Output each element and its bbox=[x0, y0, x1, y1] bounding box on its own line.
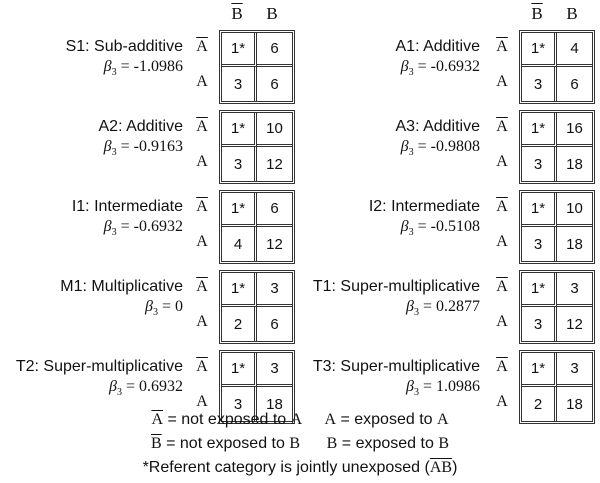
legend-referent-close: ) bbox=[452, 459, 458, 476]
cell-a-bar-b-bar: 1* bbox=[522, 193, 557, 227]
beta-symbol: β bbox=[406, 298, 414, 315]
panel-name: T2: Super-multiplicative bbox=[15, 358, 183, 375]
panel-beta-value: = -0.9808 bbox=[413, 138, 480, 155]
col-header-b-right: B bbox=[566, 4, 578, 23]
beta-subscript: 3 bbox=[152, 307, 158, 319]
cell-a-bar-b: 6 bbox=[257, 33, 292, 67]
panel-beta bbox=[0, 377, 480, 403]
legend-a-symbol: A bbox=[290, 411, 303, 428]
cell-a-b: 12 bbox=[266, 155, 283, 173]
legend-line-exposure-a bbox=[0, 408, 600, 432]
panel-label bbox=[0, 117, 480, 163]
cell-a-bar-b: 6 bbox=[257, 193, 292, 227]
row-label-a-bar: $\overline{A}$ bbox=[496, 358, 508, 375]
row-label-a-bar: $\overline{A}$ bbox=[496, 278, 508, 295]
cell-a-bar-b: 10 bbox=[257, 113, 292, 147]
panel-beta-value: = 0.2877 bbox=[418, 298, 480, 315]
panel-name: I2: Intermediate bbox=[368, 198, 480, 215]
beta-subscript: 3 bbox=[413, 387, 419, 399]
cell-a-bar-b-bar: 1* bbox=[222, 33, 257, 67]
row-label-a-bar: $\overline{A}$ bbox=[496, 118, 508, 135]
beta-symbol: β bbox=[103, 218, 112, 235]
cell-a-b-bar: 2 bbox=[522, 387, 557, 421]
cell-a-b: 18 bbox=[566, 155, 583, 173]
row-label-a-bar: $\overline{A}$ bbox=[196, 278, 208, 295]
row-label-a: A bbox=[196, 153, 208, 170]
legend-a-symbol-2: A bbox=[324, 411, 337, 428]
cell-a-bar-b: 3 bbox=[257, 353, 292, 387]
two-by-two-table bbox=[519, 270, 595, 344]
panel-beta-value: = 0 bbox=[157, 298, 183, 315]
row-label-a-bar: $\overline{A}$ bbox=[196, 38, 208, 55]
cell-a-bar-b: 16 bbox=[557, 113, 592, 147]
beta-subscript: 3 bbox=[408, 227, 414, 239]
cell-a-bar-b-bar: 1* bbox=[522, 353, 557, 387]
beta-symbol: β bbox=[400, 138, 409, 155]
panel-beta bbox=[0, 217, 480, 243]
row-label-a: A bbox=[496, 73, 508, 90]
legend-b-bar: $\overline{B}$ bbox=[151, 435, 162, 452]
row-label-a-bar: $\overline{A}$ bbox=[196, 358, 208, 375]
row-label-a: A bbox=[496, 233, 508, 250]
beta-symbol: β bbox=[400, 58, 409, 75]
legend-not-exposed-a: = not exposed to bbox=[163, 411, 291, 428]
legend-exposed-b: = exposed to bbox=[337, 435, 439, 452]
col-header-b-left: B bbox=[266, 4, 278, 23]
cell-a-b-bar: 2 bbox=[222, 307, 257, 341]
cell-a-bar-b: 3 bbox=[557, 353, 592, 387]
panel-name: T1: Super-multiplicative bbox=[312, 278, 480, 295]
row-label-a: A bbox=[196, 73, 208, 90]
cell-a-b: 18 bbox=[566, 395, 583, 413]
panel-label bbox=[0, 357, 480, 403]
panel-beta-value: = -1.0986 bbox=[116, 58, 183, 75]
beta-subscript: 3 bbox=[111, 147, 117, 159]
row-label-a: A bbox=[196, 313, 208, 330]
legend-referent-text: *Referent category is jointly unexposed ( bbox=[142, 459, 430, 476]
row-label-a-bar: $\overline{A}$ bbox=[196, 118, 208, 135]
cell-a-bar-b-bar: 1* bbox=[522, 33, 557, 67]
row-label-a-bar: $\overline{A}$ bbox=[496, 38, 508, 55]
panel-beta bbox=[0, 137, 480, 163]
cell-a-bar-b: 3 bbox=[257, 273, 292, 307]
cell-a-b-bar: 3 bbox=[522, 227, 557, 261]
row-label-a: A bbox=[496, 313, 508, 330]
panel-name: T3: Super-multiplicative bbox=[312, 358, 480, 375]
beta-subscript: 3 bbox=[413, 307, 419, 319]
row-label-a: A bbox=[496, 393, 508, 410]
cell-a-b-bar: 3 bbox=[522, 307, 557, 341]
row-label-a: A bbox=[196, 393, 208, 410]
cell-a-b: 6 bbox=[270, 75, 279, 93]
col-header-b-bar-right: $\overline{B}$ bbox=[531, 4, 543, 23]
panel-beta-value: = -0.6932 bbox=[116, 218, 183, 235]
cell-a-b-bar: 3 bbox=[222, 67, 257, 101]
panel-beta-value: = -0.6932 bbox=[413, 58, 480, 75]
cell-a-b: 12 bbox=[266, 235, 283, 253]
legend-b-symbol: B bbox=[289, 435, 300, 452]
panel-name: S1: Sub-additive bbox=[65, 38, 183, 55]
legend-b-symbol-3: B bbox=[438, 435, 449, 452]
legend-line-exposure-b bbox=[0, 432, 600, 456]
legend-not-exposed-b: = not exposed to bbox=[161, 435, 290, 452]
row-label-a-bar: $\overline{A}$ bbox=[496, 198, 508, 215]
cell-a-b: 18 bbox=[266, 395, 283, 413]
cell-a-b-bar: 3 bbox=[522, 147, 557, 181]
beta-symbol: β bbox=[109, 378, 117, 395]
two-by-two-table bbox=[519, 190, 595, 264]
cell-a-bar-b: 3 bbox=[557, 273, 592, 307]
row-label-a: A bbox=[196, 233, 208, 250]
cell-a-bar-b-bar: 1* bbox=[222, 353, 257, 387]
beta-subscript: 3 bbox=[408, 67, 414, 79]
panel-beta-value: = 1.0986 bbox=[418, 378, 480, 395]
panel-label bbox=[0, 37, 480, 83]
panel-beta-value: = -0.9163 bbox=[116, 138, 183, 155]
beta-symbol: β bbox=[406, 378, 414, 395]
beta-symbol: β bbox=[145, 298, 153, 315]
panel-beta-value: = -0.5108 bbox=[413, 218, 480, 235]
beta-subscript: 3 bbox=[111, 67, 117, 79]
row-label-a-bar: $\overline{A}$ bbox=[196, 198, 208, 215]
legend-line-referent bbox=[0, 456, 600, 480]
beta-subscript: 3 bbox=[116, 387, 122, 399]
legend-a-bar: $\overline{A}$ bbox=[151, 411, 163, 428]
cell-a-b: 12 bbox=[566, 315, 583, 333]
panel-beta-value: = 0.6932 bbox=[121, 378, 183, 395]
cell-a-bar-b-bar: 1* bbox=[522, 273, 557, 307]
cell-a-b: 6 bbox=[270, 315, 279, 333]
legend-b-symbol-2: B bbox=[326, 435, 338, 452]
panel-label bbox=[0, 197, 480, 243]
cell-a-bar-b-bar: 1* bbox=[222, 113, 257, 147]
cell-a-bar-b-bar: 1* bbox=[222, 193, 257, 227]
panel-beta bbox=[0, 297, 480, 323]
col-header-b-bar-left: $\overline{B}$ bbox=[231, 4, 243, 23]
two-by-two-table bbox=[519, 30, 595, 104]
panel-name: M1: Multiplicative bbox=[60, 278, 183, 295]
cell-a-bar-b: 10 bbox=[557, 193, 592, 227]
cell-a-b: 6 bbox=[570, 75, 579, 93]
cell-a-bar-b-bar: 1* bbox=[522, 113, 557, 147]
cell-a-b-bar: 3 bbox=[522, 67, 557, 101]
cell-a-b-bar: 4 bbox=[222, 227, 257, 261]
panel-beta bbox=[0, 57, 480, 83]
beta-subscript: 3 bbox=[408, 147, 414, 159]
beta-subscript: 3 bbox=[111, 227, 117, 239]
panel-name: I1: Intermediate bbox=[71, 198, 183, 215]
row-label-a: A bbox=[496, 153, 508, 170]
legend-exposed-a: = exposed to bbox=[336, 411, 437, 428]
cell-a-b-bar: 3 bbox=[222, 147, 257, 181]
panel-name: A2: Additive bbox=[98, 118, 183, 135]
legend-a-symbol-3: A bbox=[436, 411, 449, 428]
beta-symbol: β bbox=[400, 218, 409, 235]
panel-name: A3: Additive bbox=[395, 118, 480, 135]
cell-a-b-bar: 3 bbox=[222, 387, 257, 421]
beta-symbol: β bbox=[103, 138, 112, 155]
legend-ab-bar: $\overline{AB}$ bbox=[429, 459, 453, 476]
beta-symbol: β bbox=[103, 58, 112, 75]
cell-a-bar-b: 4 bbox=[557, 33, 592, 67]
two-by-two-table bbox=[519, 110, 595, 184]
cell-a-b: 18 bbox=[566, 235, 583, 253]
cell-a-bar-b-bar: 1* bbox=[222, 273, 257, 307]
panel-name: A1: Additive bbox=[395, 38, 480, 55]
panel-label bbox=[0, 277, 480, 323]
